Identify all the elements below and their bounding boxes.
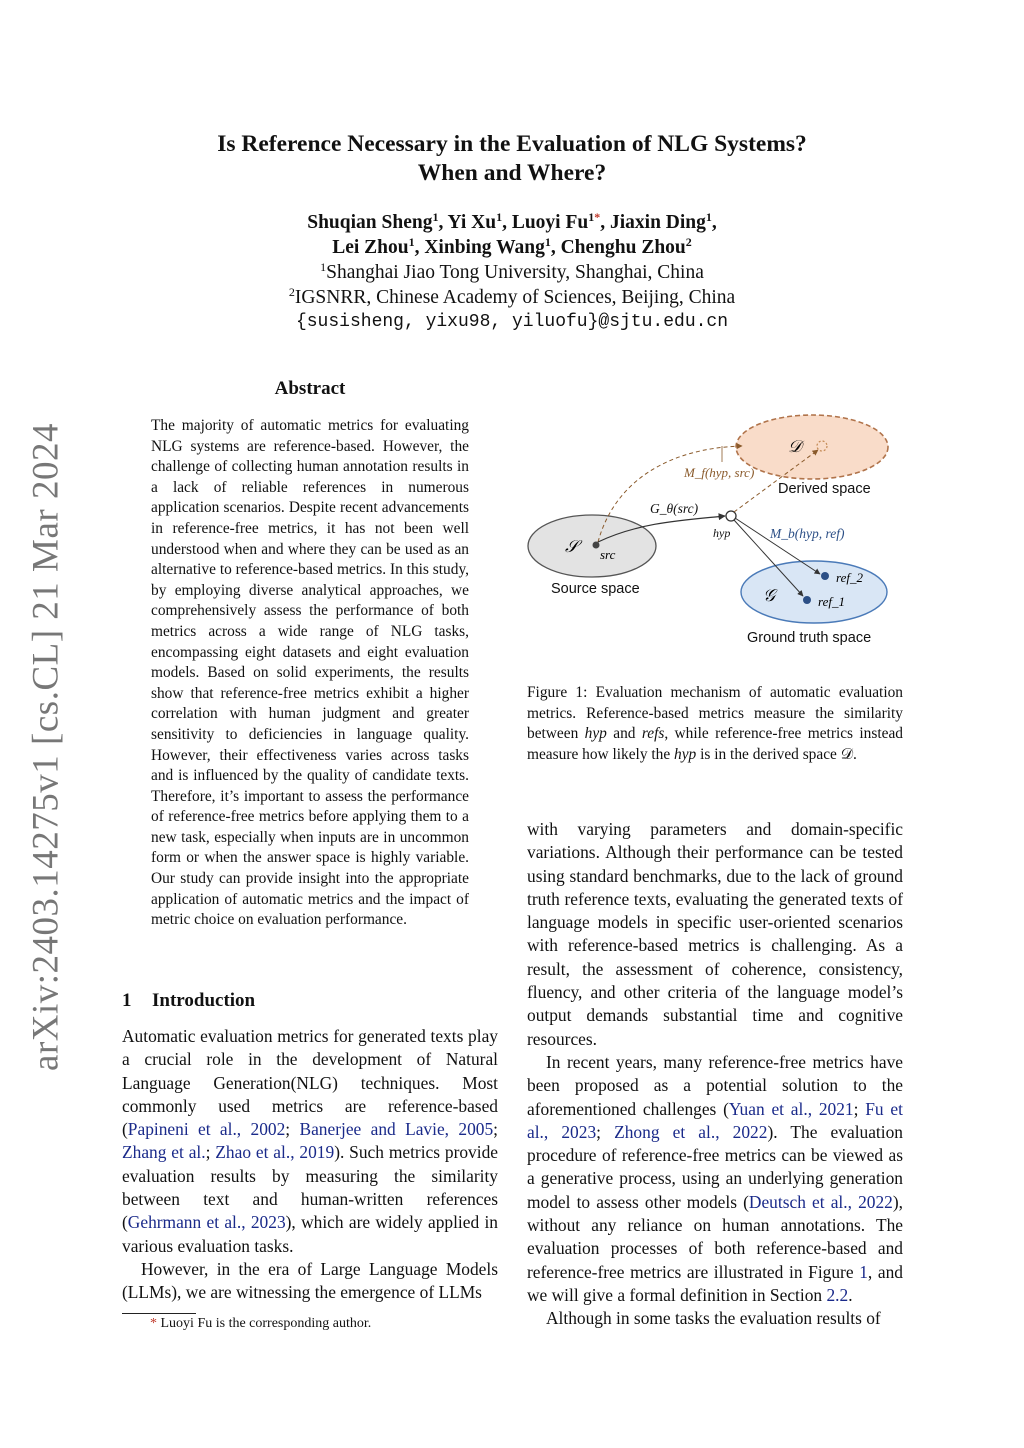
text-run: ; bbox=[493, 1119, 498, 1140]
text-run: , while reference-free metrics instead measure how likely the bbox=[527, 725, 903, 763]
ref1-label: ref_1 bbox=[818, 594, 845, 609]
abstract-text: The majority of automatic metrics for evaluating NLG systems are reference-based. However, the challenge of collecting human annotation results in a lack of reliable references in numerous application scenarios. Despite recent advancements in reference-free metrics, it has not been well understood when and where they can be used as an alternative to reference-based metrics. In this study, by employing diverse analytical approaches, we comprehensively assess the performance of both metrics across a wide range of NLG tasks, encompassing eight datasets and eight evaluation models. Based on solid experiments, the results show that reference-free metrics exhibit a higher correlation with human judgment and greater sensitivity to deficiencies in language quality. However, their effectiveness varies across tasks and is influenced by the quality of candidate texts. Therefore, it’s important to assess the performance of reference-free metrics before applying them to a new task, especially when inputs are in uncommon form or when the answer space is highly variable. Our study can provide insight into the appropriate application of automatic metrics and the impact of metric choice on evaluation performance. bbox=[151, 417, 469, 929]
footnote-rule bbox=[122, 1313, 196, 1314]
author-name: Lei Zhou bbox=[332, 237, 409, 258]
text-run: ; bbox=[205, 1142, 216, 1163]
figure-1-caption bbox=[527, 683, 903, 765]
affiliation-mark: 2 bbox=[685, 235, 692, 249]
hyp-point bbox=[726, 511, 736, 521]
mf-label: M_f(hyp, src) bbox=[684, 465, 755, 480]
affiliation-text: IGSNRR, Chinese Academy of Sciences, Beijing, China bbox=[294, 287, 736, 308]
figure-1-diagram bbox=[520, 410, 910, 670]
text-run: , and we will give a formal definition in Section bbox=[527, 1261, 904, 1305]
right-column-body bbox=[527, 818, 903, 1331]
affiliation-mark: 2 bbox=[288, 285, 295, 299]
intro-paragraph-2: However, in the era of Large Language Models (LLMs), we are witnessing the emergence of LLMs bbox=[122, 1258, 498, 1303]
intro-paragraph-4: Although in some tasks the evaluation results of bbox=[546, 1308, 881, 1329]
text-run: . bbox=[853, 745, 857, 763]
figure-link[interactable]: 1 bbox=[859, 1261, 868, 1282]
footnote-text: Luoyi Fu is the corresponding author. bbox=[157, 1316, 372, 1331]
text-run: ), which are widely applied in various evaluation tasks. bbox=[122, 1212, 498, 1256]
citation-link[interactable]: Gehrmann et al., 2023 bbox=[127, 1212, 286, 1233]
affiliation-text: Shanghai Jiao Tong University, Shanghai, China bbox=[326, 262, 704, 283]
source-space-symbol: 𝒮 bbox=[565, 537, 579, 556]
title-line-1: Is Reference Necessary in the Evaluation of NLG Systems? bbox=[217, 131, 807, 157]
footnote-mark: * bbox=[150, 1316, 157, 1331]
math-run: hyp bbox=[674, 745, 697, 763]
footnote bbox=[150, 1316, 371, 1332]
section-link[interactable]: 2.2 bbox=[826, 1284, 849, 1305]
derived-space-label: Derived space bbox=[778, 481, 871, 497]
affiliation-mark: 1 bbox=[408, 235, 415, 249]
text-run: and bbox=[606, 725, 642, 743]
paper-title bbox=[150, 130, 874, 188]
ref2-point bbox=[821, 572, 829, 580]
intro-paragraph-3 bbox=[527, 1051, 903, 1307]
src-label: src bbox=[600, 547, 616, 562]
math-run: 𝒟 bbox=[840, 745, 854, 763]
text-run: ; bbox=[285, 1119, 300, 1140]
section-number: 1 bbox=[122, 990, 132, 1011]
source-space-label: Source space bbox=[551, 581, 640, 597]
affiliation-mark: 1 bbox=[320, 260, 327, 274]
affiliation-mark: 1 bbox=[432, 210, 439, 224]
text-run: In recent years, many reference-free metrics have been proposed as a potential solution to the aforementioned challenges ( bbox=[527, 1051, 903, 1119]
affiliation-mark: 1 bbox=[496, 210, 503, 224]
citation-link[interactable]: Yuan et al., 2021 bbox=[728, 1098, 854, 1119]
hyp-label: hyp bbox=[713, 526, 731, 540]
ground-truth-label: Ground truth space bbox=[747, 630, 872, 646]
text-run: Figure 1: Evaluation mechanism of automatic evaluation metrics. Reference-based metrics measure the similarity between bbox=[527, 684, 903, 743]
mb-label: M_b(hyp, ref) bbox=[770, 526, 845, 541]
intro-paragraph-2-continued: with varying parameters and domain-specific variations. Although their performance can be tested using standard benchmarks, due to the lack of ground truth reference texts, evaluating the generated texts of language models in specific user-oriented scenarios with reference-based metrics is challenging. As a result, the assessment of coherence, consistency, fluency, and other criteria of the language model’s output demands substantial time and cognitive resources. bbox=[527, 819, 903, 1049]
author-name: Jiaxin Ding bbox=[609, 212, 706, 233]
ref2-label: ref_2 bbox=[836, 570, 863, 585]
affiliation-1 bbox=[150, 260, 874, 285]
left-column-body bbox=[122, 1025, 498, 1305]
section-heading-introduction bbox=[122, 990, 255, 1012]
text-run: . bbox=[848, 1284, 853, 1305]
math-run: refs bbox=[641, 725, 665, 743]
author-email: {susisheng, yixu98, yiluofu}@sjtu.edu.cn bbox=[295, 312, 729, 332]
src-point bbox=[593, 542, 600, 549]
text-run: is in the derived space bbox=[696, 745, 841, 763]
affiliation-mark: 1 bbox=[544, 235, 551, 249]
author-line-1: Shuqian Sheng$^1$, Yi Xu$^1$, Luoyi $Fu^{1*}$, Jiaxin Ding$^1$, bbox=[307, 210, 717, 233]
citation-link[interactable]: Papineni et al., 2002 bbox=[127, 1119, 286, 1140]
citation-link[interactable]: Banerjee and Lavie, 2005 bbox=[299, 1119, 494, 1140]
author-name: Luoyi Fu bbox=[511, 212, 589, 233]
affiliation-mark: 1* bbox=[588, 210, 601, 224]
affiliation-mark: 1 bbox=[705, 210, 712, 224]
title-line-2: When and Where? bbox=[417, 160, 607, 186]
affiliation-2 bbox=[150, 285, 874, 310]
math-run: hyp bbox=[584, 725, 607, 743]
derived-space-symbol: 𝒟 bbox=[788, 437, 802, 456]
text-run: ; bbox=[596, 1121, 615, 1142]
text-run: Automatic evaluation metrics for generated texts play a crucial role in the development of Natural Language Generation(NLG) techniques. Most commonly used metrics are reference-based ( bbox=[122, 1026, 498, 1140]
citation-link[interactable]: Zhang et al. bbox=[122, 1142, 206, 1163]
citation-link[interactable]: Fu et al., 2023 bbox=[527, 1098, 903, 1142]
section-title: Introduction bbox=[152, 990, 256, 1011]
ground-truth-symbol: 𝒢 bbox=[763, 586, 776, 605]
g-theta-label: G_θ(src) bbox=[650, 501, 699, 516]
author-name: Yi Xu bbox=[447, 212, 497, 233]
author-name: Shuqian Sheng bbox=[307, 212, 433, 233]
citation-link[interactable]: Zhong et al., 2022 bbox=[614, 1121, 768, 1142]
author-name: Chenghu Zhou bbox=[560, 237, 686, 258]
corresponding-mark: * bbox=[594, 210, 601, 224]
text-run: ). Such metrics provide evaluation results by measuring the similarity between text and human-written references ( bbox=[122, 1142, 498, 1233]
intro-paragraph-1 bbox=[122, 1025, 498, 1258]
arxiv-identifier bbox=[22, 423, 70, 1071]
text-run: ). The evaluation procedure of reference-free metrics can be viewed as a generative process, using an underlying generation model to assess other models ( bbox=[527, 1121, 903, 1212]
text-run: ; bbox=[853, 1098, 866, 1119]
author-name: Xinbing Wang bbox=[424, 237, 545, 258]
citation-link[interactable]: Deutsch et al., 2022 bbox=[748, 1191, 893, 1212]
derived-space-ellipse bbox=[736, 415, 888, 479]
arxiv-identifier-text: arXiv:2403.14275v1 [cs.CL] 21 Mar 2024 bbox=[25, 423, 67, 1071]
author-block bbox=[150, 210, 874, 335]
citation-link[interactable]: Zhao et al., 2019 bbox=[215, 1142, 335, 1163]
abstract-heading: Abstract bbox=[274, 378, 346, 399]
source-space-ellipse bbox=[528, 515, 656, 577]
author-line-2: Lei Zhou$^1$, Xinbing Wang$^1$, Chenghu Zhou$^2$ bbox=[332, 235, 692, 258]
ref1-point bbox=[803, 596, 811, 604]
text-run: ), without any reliance on human annotations. The evaluation processes of both reference-based and reference-free metrics are illustrated in Figure bbox=[527, 1191, 903, 1282]
